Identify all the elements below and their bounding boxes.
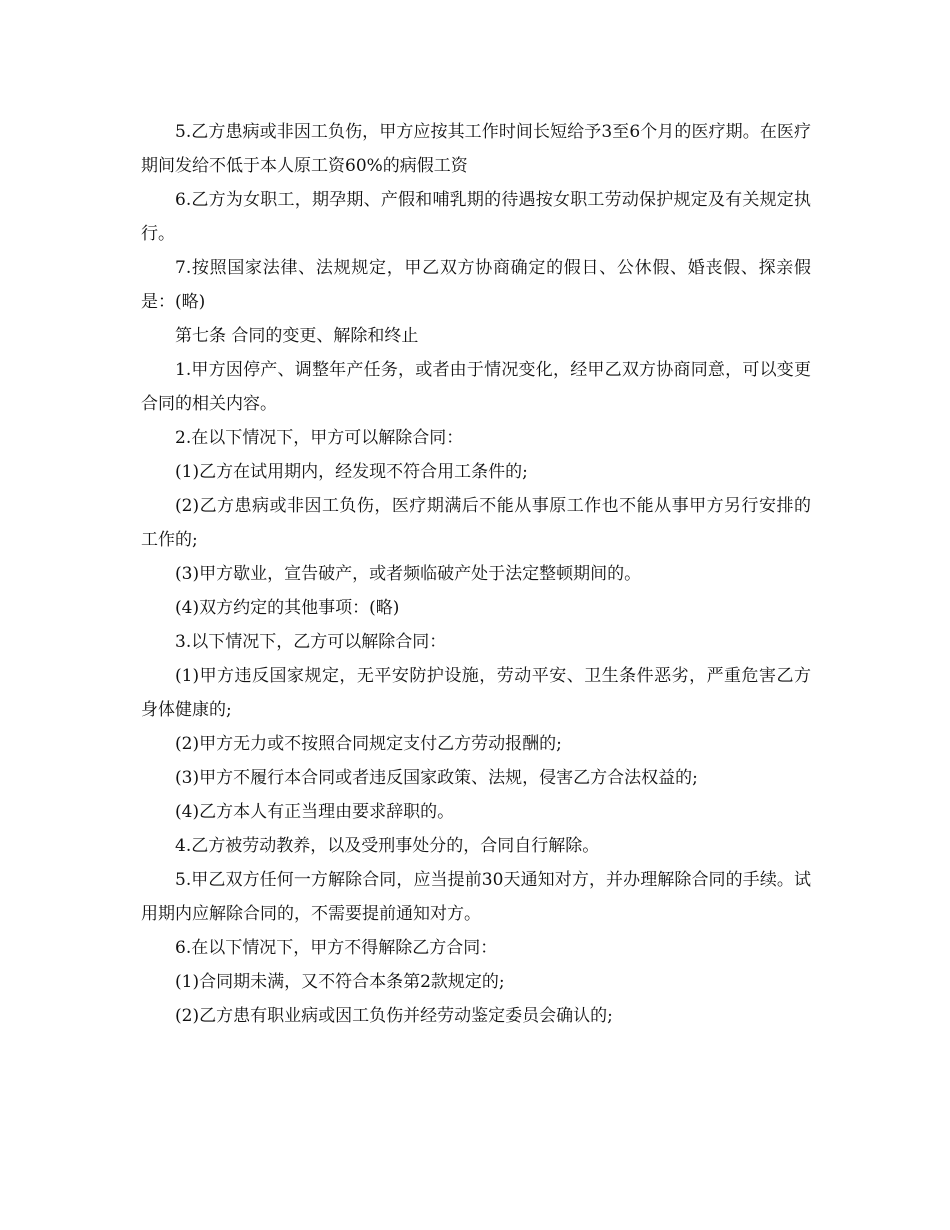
paragraph-2: 6.乙方为女职工，期孕期、产假和哺乳期的待遇按女职工劳动保护规定及有关规定执行。: [141, 190, 811, 244]
paragraph-5: 1.甲方因停产、调整年产任务，或者由于情况变化，经甲乙双方协商同意，可以变更合同的相关内容。: [141, 360, 811, 414]
paragraph-8: (2)乙方患病或非因工负伤，医疗期满后不能从事原工作也不能从事甲方另行安排的工作的;: [141, 496, 811, 550]
paragraph-10: (4)双方约定的其他事项：(略): [175, 598, 400, 618]
paragraph-12: (1)甲方违反国家规定，无平安防护设施，劳动平安、卫生条件恶劣，严重危害乙方身体健康的;: [141, 666, 811, 720]
paragraph-15: (4)乙方本人有正当理由要求辞职的。: [175, 802, 455, 822]
paragraph-1: 5.乙方患病或非因工负伤，甲方应按其工作时间长短给予3至6个月的医疗期。在医疗期间发给不低于本人原工资60%的病假工资: [141, 122, 811, 176]
paragraph-19: (1)合同期未满，又不符合本条第2款规定的;: [175, 972, 505, 992]
paragraph-18: 6.在以下情况下，甲方不得解除乙方合同：: [175, 938, 498, 958]
paragraph-13: (2)甲方无力或不按照合同规定支付乙方劳动报酬的;: [175, 734, 562, 754]
paragraph-11: 3.以下情况下，乙方可以解除合同：: [175, 632, 447, 652]
document-body: [141, 115, 811, 1033]
paragraph-17: 5.甲乙双方任何一方解除合同，应当提前30天通知对方，并办理解除合同的手续。试用期内应解除合同的，不需要提前通知对方。: [141, 870, 811, 924]
section-heading: 第七条 合同的变更、解除和终止: [175, 326, 419, 346]
paragraph-16: 4.乙方被劳动教养，以及受刑事处分的，合同自行解除。: [175, 836, 600, 856]
paragraph-7: (1)乙方在试用期内，经发现不符合用工条件的;: [175, 462, 528, 482]
paragraph-9: (3)甲方歇业，宣告破产，或者频临破产处于法定整顿期间的。: [175, 564, 642, 584]
paragraph-3: 7.按照国家法律、法规规定，甲乙双方协商确定的假日、公休假、婚丧假、探亲假是：(略): [141, 258, 811, 312]
paragraph-6: 2.在以下情况下，甲方可以解除合同：: [175, 428, 464, 448]
paragraph-20: (2)乙方患有职业病或因工负伤并经劳动鉴定委员会确认的;: [175, 1006, 613, 1026]
paragraph-14: (3)甲方不履行本合同或者违反国家政策、法规，侵害乙方合法权益的;: [175, 768, 698, 788]
